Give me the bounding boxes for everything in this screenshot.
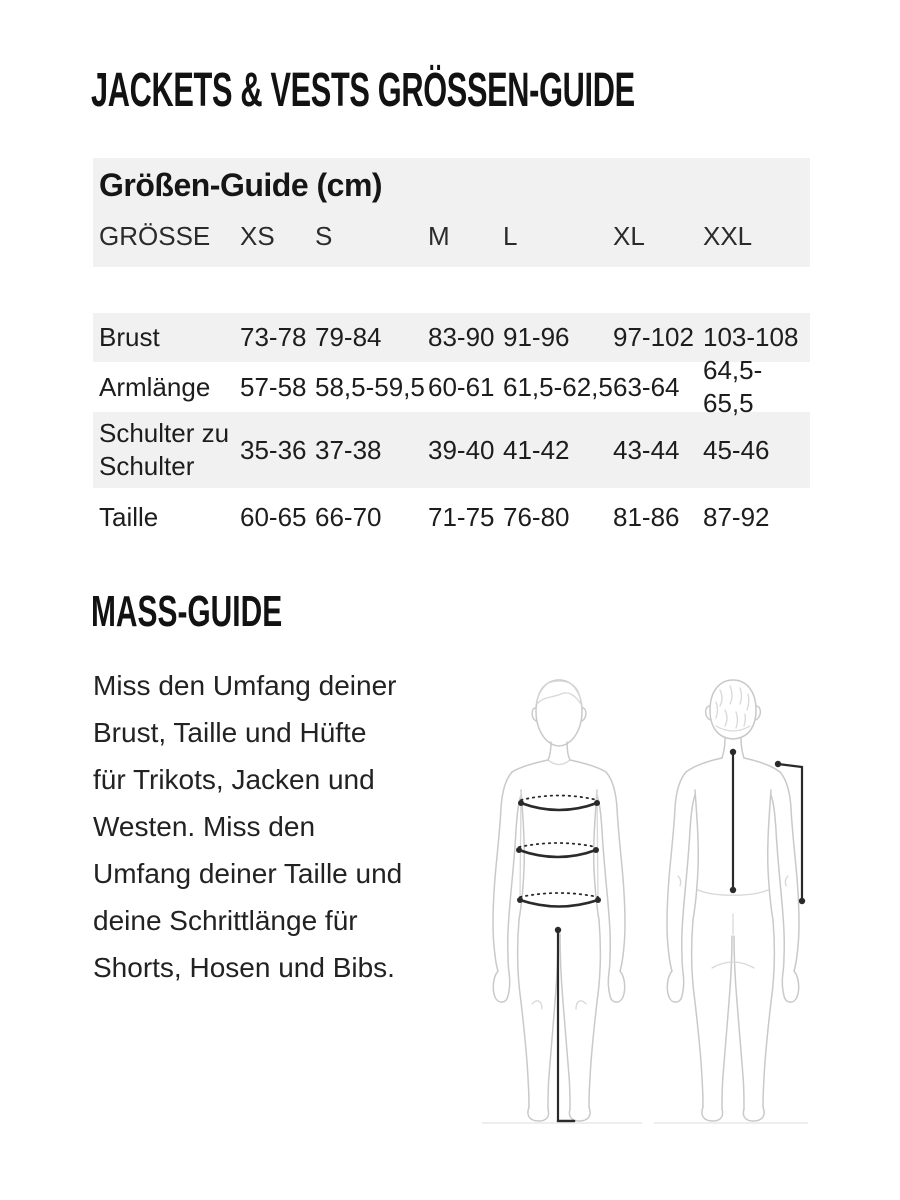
hair-texture: [716, 686, 750, 731]
column-header-s: S: [315, 221, 333, 251]
text-line: Miss den Umfang deiner: [93, 670, 397, 701]
hip-measurement-line: [517, 893, 601, 907]
table-row-taille: [93, 488, 810, 546]
row-label: Brust: [99, 322, 160, 352]
size-cell: 41-42: [503, 434, 570, 465]
column-header-xs: XS: [240, 221, 275, 251]
chest-measurement-line: [518, 796, 600, 811]
size-cell: 60-61: [428, 371, 495, 402]
size-cell: 76-80: [503, 501, 570, 532]
size-cell: 57-58: [240, 371, 307, 402]
size-cell: 83-90: [428, 322, 495, 352]
size-table-header: [93, 158, 810, 267]
text-line: Westen. Miss den: [93, 811, 316, 842]
size-table-column-header-row: [99, 220, 810, 253]
column-header-l: L: [503, 221, 518, 251]
table-row-armlaenge: [93, 355, 810, 418]
table-row-schulter-zu-schulter: [93, 412, 810, 488]
size-cell: 91-96: [503, 322, 570, 352]
size-cell: 79-84: [315, 322, 382, 352]
size-cell: 58,5-59,5: [315, 371, 425, 402]
size-cell: 61,5-62,5: [503, 371, 613, 402]
figure-front-body-diagram: [478, 668, 644, 1132]
mass-guide-text: [93, 662, 493, 991]
size-cell: 37-38: [315, 434, 382, 465]
size-cell: 63-64: [613, 371, 680, 402]
text-line: Brust, Taille und Hüfte: [93, 717, 367, 748]
waist-measurement-line: [516, 843, 599, 857]
page-title: JACKETS & VESTS GRÖSSEN-GUIDE: [91, 64, 635, 117]
text-line: deine Schrittlänge für: [93, 905, 358, 936]
size-cell: 45-46: [703, 434, 770, 465]
text-line: Umfang deiner Taille und: [93, 858, 403, 889]
size-table: [93, 158, 810, 546]
size-cell: 81-86: [613, 501, 680, 532]
size-cell: 35-36: [240, 434, 307, 465]
column-header-xxl: XXL: [703, 221, 753, 251]
arm-length-measurement-line: [775, 761, 805, 904]
figure-back-body-diagram: [652, 668, 818, 1132]
back-length-measurement-line: [730, 749, 736, 893]
size-cell: 66-70: [315, 501, 382, 532]
body-outline-back: [667, 680, 799, 1121]
size-cell: 71-75: [428, 501, 495, 532]
text-line: Shorts, Hosen und Bibs.: [93, 952, 395, 983]
row-label: Schulter zu Schulter: [99, 418, 230, 481]
size-cell: 39-40: [428, 434, 495, 465]
size-cell: 43-44: [613, 434, 680, 465]
column-header-xl: XL: [613, 221, 645, 251]
column-header-m: M: [428, 221, 450, 251]
size-table-title: Größen-Guide (cm): [99, 167, 383, 203]
size-cell: 60-65: [240, 501, 307, 532]
size-cell: 97-102: [613, 322, 694, 352]
column-header-groesse: GRÖSSE: [99, 221, 211, 251]
text-line: für Trikots, Jacken und: [93, 764, 375, 795]
size-cell: 73-78: [240, 322, 307, 352]
measurement-figures: [478, 668, 818, 1132]
mass-guide-title: MASS-GUIDE: [91, 587, 283, 636]
row-label: Taille: [99, 501, 159, 532]
size-cell: 64,5-65,5: [703, 355, 763, 418]
row-label: Armlänge: [99, 371, 211, 402]
size-cell: 103-108: [703, 322, 799, 352]
size-cell: 87-92: [703, 501, 770, 532]
